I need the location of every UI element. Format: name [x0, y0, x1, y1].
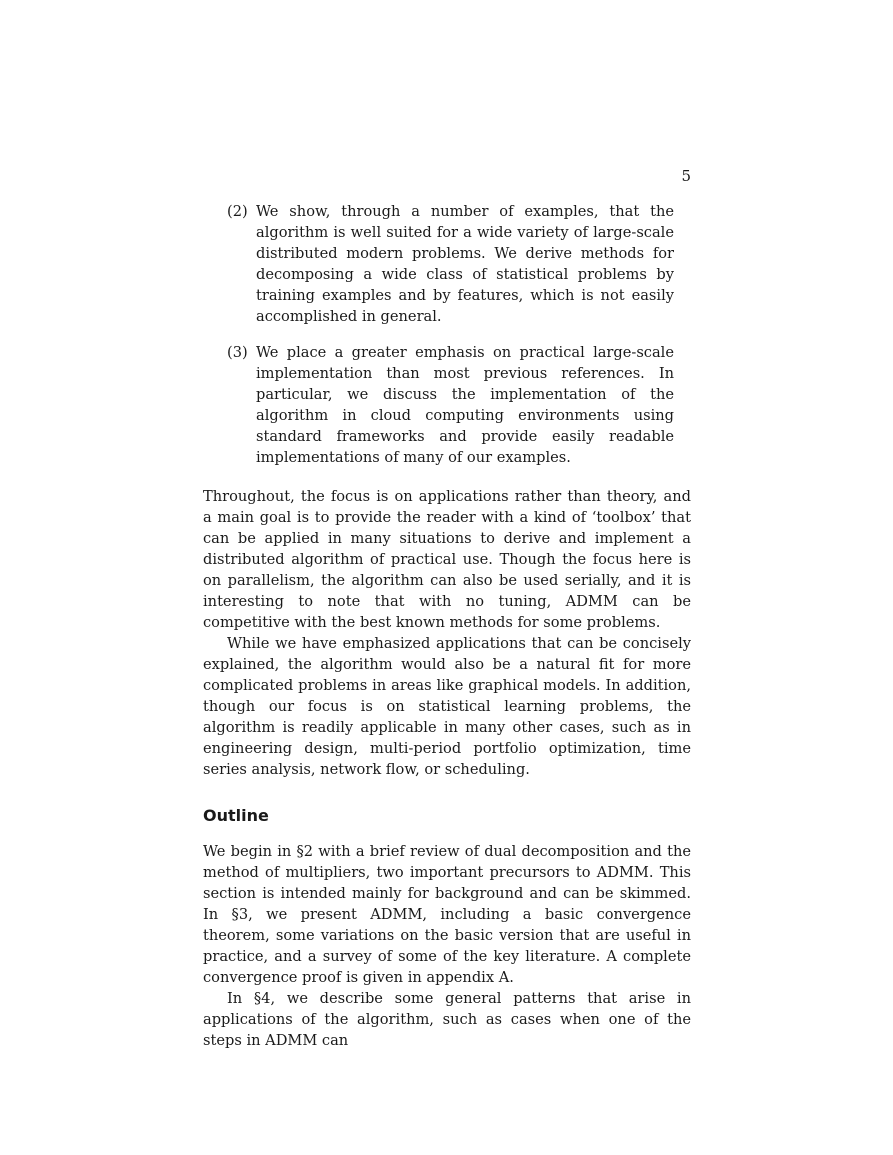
list-item-text: We show, through a number of examples, that the algorithm is well suited for a wide variety of large-scale distributed modern problems. We derive methods for decomposing a wide class of statistical problems by training examples and by features, which is not easily accomplished in general.	[256, 203, 674, 325]
body-paragraph: We begin in §2 with a brief review of dual decomposition and the method of multipliers, two important precursors to ADMM. This section is intended mainly for background and can be skimmed. In §3, we present ADMM, including a basic convergence theorem, some variations on the basic version that are useful in practice, and a survey of some of the key literature. A complete convergence proof is given in appendix A.	[203, 843, 691, 986]
body-paragraph: Throughout, the focus is on applications rather than theory, and a main goal is to provide the reader with a kind of ‘toolbox’ that can be applied in many situations to derive and implement a distributed algorithm of practical use. Though the focus here is on parallelism, the algorithm can also be used serially, and it is interesting to note that with no tuning, ADMM can be competitive with the best known methods for some problems.	[203, 488, 691, 631]
body-paragraph: While we have emphasized applications that can be concisely explained, the algorithm would also be a natural fit for more complicated problems in areas like graphical models. In addition, though our focus is on statistical learning problems, the algorithm is readily applicable in many other cases, such as in engineering design, multi-period portfolio optimization, time series analysis, network flow, or scheduling.	[203, 635, 691, 778]
page-number: 5	[681, 167, 691, 185]
list-item	[203, 342, 691, 468]
list-marker: (2)	[227, 203, 248, 220]
page-body	[203, 201, 691, 1051]
list-item-text: We place a greater emphasis on practical large-scale implementation than most previous references. In particular, we discuss the implementation of the algorithm in cloud computing environments using standard frameworks and provide easily readable implementations of many of our examples.	[256, 344, 674, 466]
list-marker: (3)	[227, 344, 248, 361]
body-paragraph: In §4, we describe some general patterns that arise in applications of the algorithm, such as cases when one of the steps in ADMM can	[203, 990, 691, 1049]
contributions-list	[203, 201, 691, 468]
section-heading: Outline	[203, 806, 269, 825]
list-item	[203, 201, 691, 327]
